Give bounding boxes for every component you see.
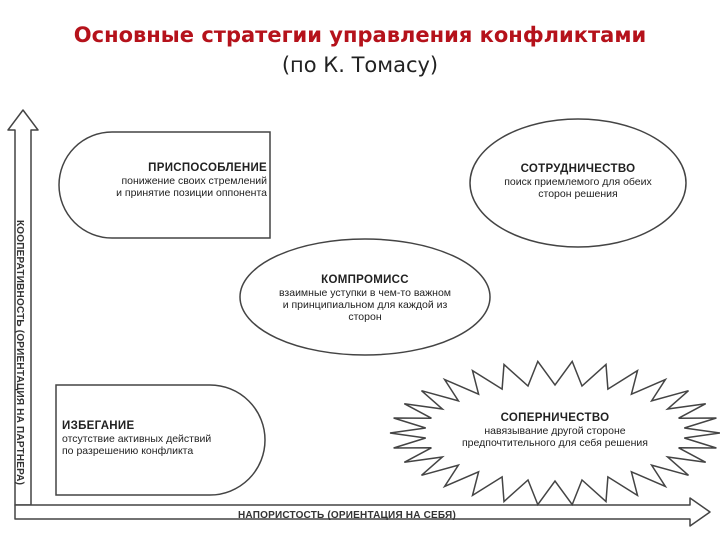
title-line-1: Основные стратегии управления конфликтами [73, 23, 647, 47]
compromise-title: КОМПРОМИСС [321, 274, 409, 286]
accommodation-title: ПРИСПОСОБЛЕНИЕ [148, 162, 267, 174]
compromise-desc-1: взаимные уступки в чем-то важном [278, 287, 452, 299]
collaboration-desc-2: сторон решения [538, 188, 618, 200]
collaboration-node [478, 163, 678, 200]
collaboration-title: СОТРУДНИЧЕСТВО [520, 163, 636, 175]
competition-desc-1: навязывание другой стороне [484, 425, 626, 437]
y-axis-label: КООПЕРАТИВНОСТЬ (ОРИЕНТАЦИЯ НА ПАРТНЕРА) [14, 220, 25, 486]
x-axis-label: НАПОРИСТОСТЬ (ОРИЕНТАЦИЯ НА СЕБЯ) [238, 510, 456, 521]
avoidance-desc-2: по разрешению конфликта [62, 445, 194, 457]
competition-node [440, 412, 670, 449]
avoidance-title: ИЗБЕГАНИЕ [62, 420, 135, 432]
accommodation-desc-1: понижение своих стремлений [121, 175, 267, 187]
competition-desc-2: предпочтительного для себя решения [462, 437, 648, 449]
collaboration-desc-1: поиск приемлемого для обеих [504, 176, 652, 188]
accommodation-desc-2: и принятие позиции оппонента [116, 187, 267, 199]
accommodation-node [100, 162, 275, 199]
compromise-desc-2: и принципиальном для каждой из [282, 299, 448, 311]
avoidance-node [62, 420, 262, 457]
title-line-2: (по К. Томасу) [281, 53, 439, 77]
competition-title: СОПЕРНИЧЕСТВО [500, 412, 610, 424]
compromise-node [250, 274, 480, 323]
avoidance-desc-1: отсутствие активных действий [62, 433, 212, 445]
compromise-desc-3: сторон [348, 311, 382, 323]
